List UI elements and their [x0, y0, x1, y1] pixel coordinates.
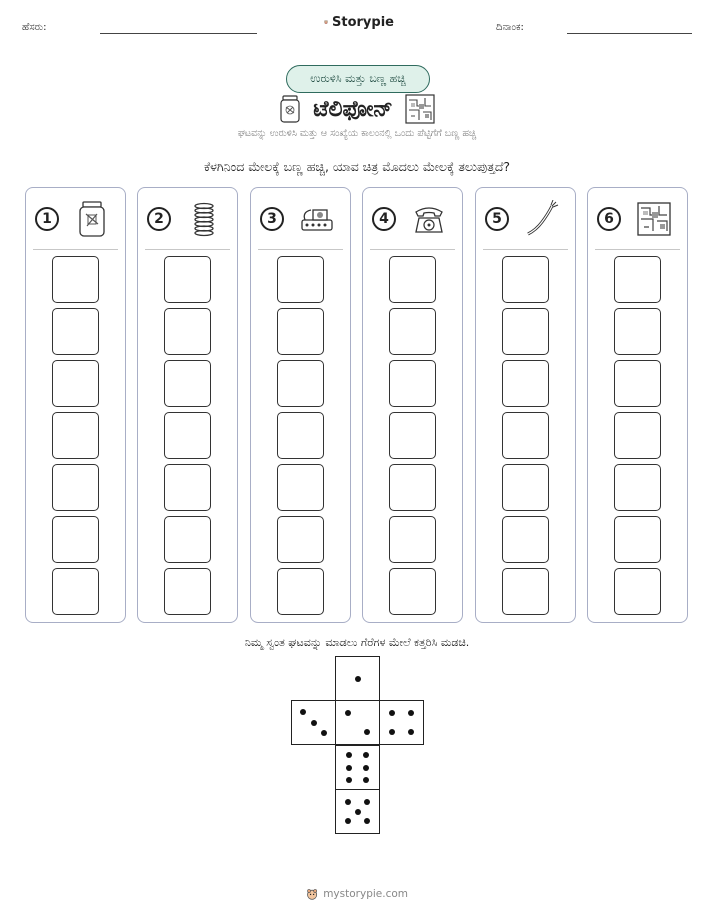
color-box[interactable]	[614, 464, 661, 511]
color-box[interactable]	[614, 256, 661, 303]
die-face-2	[335, 700, 380, 745]
color-box[interactable]	[52, 568, 99, 615]
color-box[interactable]	[502, 568, 549, 615]
die-pip	[364, 729, 370, 735]
column-5	[475, 187, 576, 623]
die-pip	[300, 709, 306, 715]
question: ಕೆಳಗಿನಿಂದ ಮೇಲಕ್ಕೆ ಬಣ್ಣ ಹಚ್ಚಿ, ಯಾವ ಚಿತ್ರ ಮೊದಲು ಮೇಲಕ್ಕೆ ತಲುಪುತ್ತದೆ?	[203, 159, 511, 174]
column-number: 3	[260, 207, 284, 231]
brand-logo	[324, 12, 394, 32]
column-6	[587, 187, 688, 623]
color-box[interactable]	[277, 412, 324, 459]
die-pip	[364, 799, 370, 805]
die-pip	[355, 676, 361, 682]
rotary-telephone-icon	[411, 200, 447, 238]
color-box[interactable]	[164, 360, 211, 407]
color-box[interactable]	[502, 464, 549, 511]
storypie-mascot-icon	[324, 14, 328, 30]
coil-spring-icon	[186, 200, 222, 238]
color-box[interactable]	[502, 308, 549, 355]
column-divider	[483, 249, 568, 250]
color-box[interactable]	[614, 412, 661, 459]
die-face-1	[335, 656, 380, 701]
color-box[interactable]	[277, 464, 324, 511]
die-pip	[364, 818, 370, 824]
die-pip	[363, 765, 369, 771]
color-box[interactable]	[277, 360, 324, 407]
die-pip	[389, 710, 395, 716]
date-line[interactable]	[567, 33, 692, 34]
die-pip	[408, 729, 414, 735]
circuit-board-icon	[636, 200, 672, 238]
color-box[interactable]	[389, 412, 436, 459]
color-box[interactable]	[164, 568, 211, 615]
die-pip	[346, 777, 352, 783]
column-divider	[258, 249, 343, 250]
color-box[interactable]	[502, 516, 549, 563]
column-number: 2	[147, 207, 171, 231]
color-box[interactable]	[164, 308, 211, 355]
footer	[306, 884, 408, 904]
die-pip	[311, 720, 317, 726]
die-pip	[363, 777, 369, 783]
color-box[interactable]	[389, 360, 436, 407]
die-pip	[345, 799, 351, 805]
footer-url[interactable]: mystorypie.com	[323, 888, 408, 900]
die-pip	[363, 752, 369, 758]
jar-icon	[279, 95, 301, 123]
color-box[interactable]	[614, 360, 661, 407]
die-face-4	[379, 700, 424, 745]
color-box[interactable]	[277, 308, 324, 355]
color-box[interactable]	[502, 360, 549, 407]
die-pip	[345, 710, 351, 716]
color-box[interactable]	[614, 568, 661, 615]
storypie-mascot-icon	[306, 886, 318, 902]
column-divider	[33, 249, 118, 250]
telephone-cable-icon	[524, 200, 560, 238]
column-divider	[595, 249, 680, 250]
column-2	[137, 187, 238, 623]
column-number: 5	[485, 207, 509, 231]
color-box[interactable]	[277, 256, 324, 303]
column-number: 6	[597, 207, 621, 231]
name-label: ಹೆಸರು:	[22, 22, 47, 33]
color-box[interactable]	[614, 308, 661, 355]
color-box[interactable]	[389, 464, 436, 511]
column-1	[25, 187, 126, 623]
die-pip	[355, 809, 361, 815]
die-face-3	[291, 700, 336, 745]
page-title: ಟೆಲಿಫೋನ್	[313, 96, 393, 122]
color-box[interactable]	[502, 256, 549, 303]
color-box[interactable]	[52, 412, 99, 459]
circuit-board-icon	[405, 94, 435, 124]
color-box[interactable]	[164, 464, 211, 511]
color-box[interactable]	[389, 256, 436, 303]
jar-icon	[74, 200, 110, 238]
date-label: ದಿನಾಂಕ:	[496, 22, 524, 33]
color-box[interactable]	[164, 516, 211, 563]
color-box[interactable]	[389, 308, 436, 355]
die-pip	[346, 765, 352, 771]
name-line[interactable]	[100, 33, 257, 34]
color-box[interactable]	[277, 568, 324, 615]
die-face-6	[335, 745, 380, 790]
column-number: 1	[35, 207, 59, 231]
die-face-5	[335, 789, 380, 834]
color-box[interactable]	[502, 412, 549, 459]
color-box[interactable]	[52, 308, 99, 355]
column-divider	[145, 249, 230, 250]
color-box[interactable]	[52, 464, 99, 511]
color-box[interactable]	[164, 412, 211, 459]
color-box[interactable]	[52, 256, 99, 303]
die-pip	[408, 710, 414, 716]
column-3	[250, 187, 351, 623]
switchboard-icon	[299, 200, 335, 238]
color-box[interactable]	[277, 516, 324, 563]
color-box[interactable]	[389, 568, 436, 615]
color-box[interactable]	[164, 256, 211, 303]
activity-pill: ಉರುಳಿಸಿ ಮತ್ತು ಬಣ್ಣ ಹಚ್ಚಿ	[286, 65, 430, 93]
die-pip	[346, 752, 352, 758]
die-pip	[345, 818, 351, 824]
column-4	[362, 187, 463, 623]
color-box[interactable]	[614, 516, 661, 563]
brand-name: Storypie	[332, 14, 394, 30]
column-number: 4	[372, 207, 396, 231]
column-divider	[370, 249, 455, 250]
die-instruction: ನಿಮ್ಮ ಸ್ವಂತ ಘಟವನ್ನು ಮಾಡಲು ಗೆರೆಗಳ ಮೇಲೆ ಕತ್ತರಿಸಿ ಮಡಚಿ.	[244, 636, 470, 649]
color-box[interactable]	[52, 360, 99, 407]
title-row	[250, 92, 464, 126]
die-pip	[321, 730, 327, 736]
color-box[interactable]	[389, 516, 436, 563]
color-box[interactable]	[52, 516, 99, 563]
die-pip	[389, 729, 395, 735]
subtitle: ಘಟವನ್ನು ಉರುಳಿಸಿ ಮತ್ತು ಆ ಸಂಖ್ಯೆಯ ಕಾಲಂನಲ್ಲಿ ಒಂದು ಪೆಟ್ಟಿಗೆಗೆ ಬಣ್ಣ ಹಚ್ಚಿ	[237, 128, 477, 139]
